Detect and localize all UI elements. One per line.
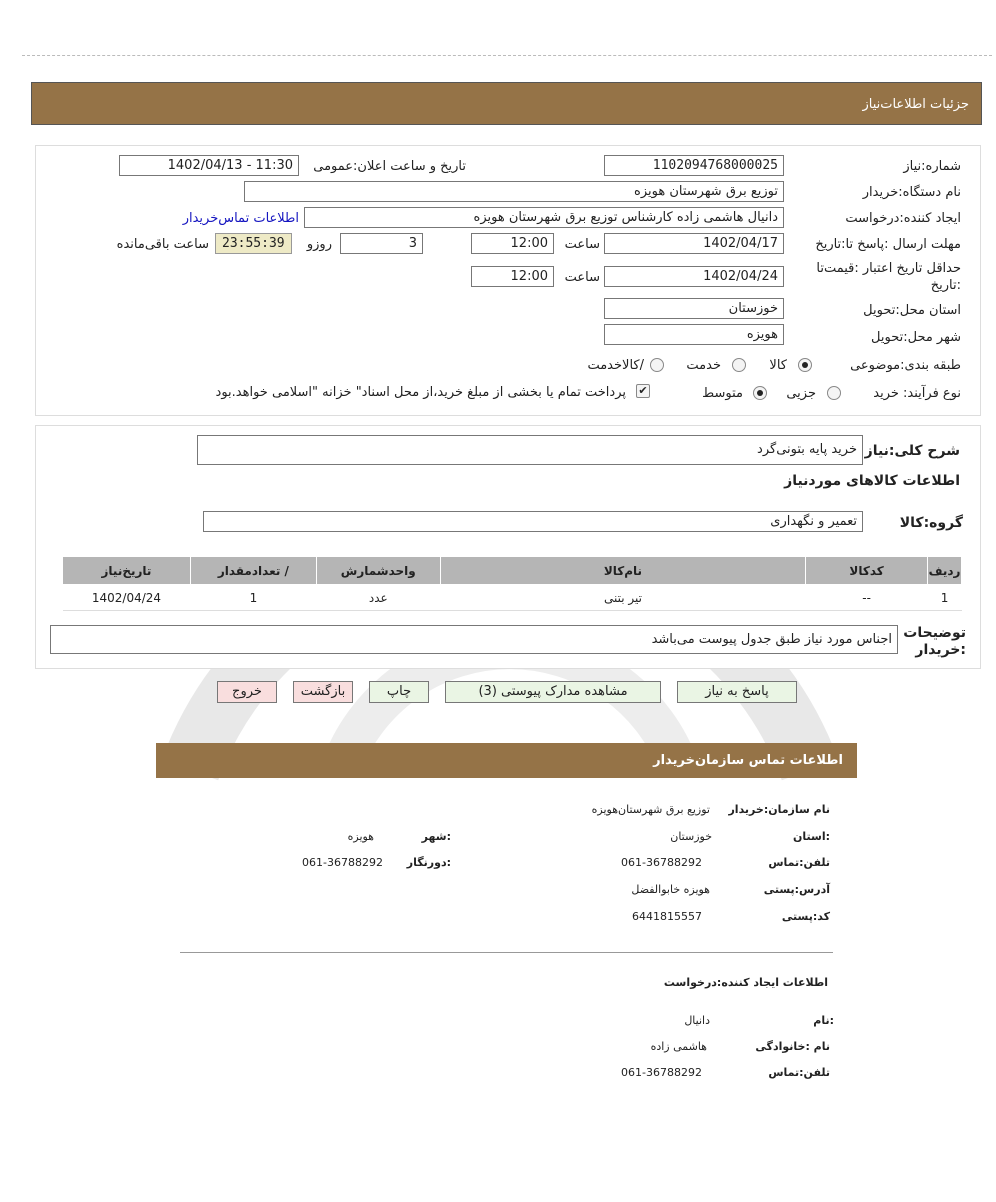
process-small-radio[interactable] (827, 386, 841, 400)
reply-button[interactable]: پاسخ به نیاز (677, 681, 797, 703)
category-mixed-label: /کالاخدمت (587, 358, 644, 373)
col-date: تاریخ‌نیاز (63, 557, 191, 585)
creator-family-value: هاشمی زاده (650, 1040, 707, 1053)
creator-phone-label: تلفن:تماس (768, 1066, 830, 1079)
buyer-label: نام دستگاه:خریدار (862, 185, 961, 200)
address-value: هویزه خابوالفضل (631, 883, 710, 896)
payment-note: پرداخت تمام یا بخشی از مبلغ خرید،از محل اسناد" خزانه "اسلامی خواهد.بود (215, 385, 626, 400)
category-service-radio[interactable] (732, 358, 746, 372)
creator-name-label: :نام (813, 1014, 834, 1027)
address-label: آدرس:پستی (763, 883, 830, 896)
contact-province-value: خوزستان (670, 830, 712, 843)
buyer-field: توزیع برق شهرستان هویزه (244, 181, 784, 202)
validity-time-label: ساعت (564, 270, 600, 285)
validity-label: حداقل تاریخ اعتبار :قیمت‌تا (816, 261, 961, 276)
top-divider (22, 55, 992, 56)
need-number-field: 1102094768000025 (604, 155, 784, 176)
view-documents-button[interactable]: مشاهده مدارک پیوستی (3) (445, 681, 661, 703)
announce-field: 1402/04/13 - 11:30 (119, 155, 299, 176)
cell-row: 1 (928, 585, 962, 611)
city-field: هویزه (604, 324, 784, 345)
col-qty: / تعدادمقدار (190, 557, 316, 585)
deadline-date-field: 1402/04/17 (604, 233, 784, 254)
creator-field: دانیال هاشمی زاده کارشناس توزیع برق شهرستان هویزه (304, 207, 784, 228)
page-header (31, 82, 982, 125)
print-button[interactable]: چاپ (369, 681, 429, 703)
process-small-label: جزیی (786, 386, 816, 401)
group-field: تعمیر و نگهداری (203, 511, 863, 532)
creator-family-label: نام :خانوادگی (755, 1040, 830, 1053)
contact-city-value: هویزه (347, 830, 374, 843)
contact-city-label: :شهر (421, 830, 451, 843)
process-medium-radio[interactable] (753, 386, 767, 400)
cell-unit: عدد (316, 585, 440, 611)
city-label: شهر محل:تحویل (871, 330, 961, 345)
table-header-row (63, 557, 962, 585)
process-medium-label: متوسط (702, 386, 743, 401)
province-label: استان محل:تحویل (863, 303, 961, 318)
summary-field: خرید پایه بتونی‌گرد (197, 435, 863, 465)
creator-label: ایجاد کننده:درخواست (845, 211, 961, 226)
need-number-label: شماره:نیاز (903, 159, 961, 174)
notes-field: اجناس مورد نیاز طبق جدول پیوست می‌باشد (50, 625, 898, 654)
back-button[interactable]: بازگشت (293, 681, 353, 703)
phone-value: 061-36788292 (621, 856, 702, 869)
contact-title: اطلاعات تماس سازمان‌خریدار (653, 753, 843, 768)
category-label: طبقه بندی:موضوعی (850, 358, 961, 373)
creator-phone-value: 061-36788292 (621, 1066, 702, 1079)
group-label: گروه:کالا (899, 515, 963, 531)
summary-label: شرح کلی:نیاز (864, 443, 960, 459)
notes-label: توضیحات (903, 625, 966, 641)
org-label: نام سازمان:خریدار (728, 803, 830, 816)
province-field: خوزستان (604, 298, 784, 319)
process-label: نوع فرآیند: خرید (873, 386, 961, 401)
col-name: نام‌کالا (440, 557, 805, 585)
phone-label: تلفن:تماس (768, 856, 830, 869)
cell-qty: 1 (190, 585, 316, 611)
section-divider (180, 952, 833, 953)
deadline-time-field: 12:00 (471, 233, 554, 254)
validity-time-field: 12:00 (471, 266, 554, 287)
deadline-label: مهلت ارسال :پاسخ تا:تاریخ (815, 237, 961, 252)
org-value: توزیع برق شهرستان‌هویزه (591, 803, 710, 816)
page-title: جزئیات اطلاعات‌نیاز (862, 97, 969, 112)
goods-table (62, 556, 962, 611)
category-service-label: خدمت (686, 358, 721, 373)
table-row (63, 585, 962, 611)
col-code: کدکالا (806, 557, 928, 585)
postal-value: 6441815557 (632, 910, 702, 923)
announce-label: تاریخ و ساعت اعلان:عمومی (313, 159, 466, 174)
exit-button[interactable]: خروج (217, 681, 277, 703)
fax-value: 061-36788292 (302, 856, 383, 869)
col-row: ردیف (928, 557, 962, 585)
payment-checkbox[interactable]: ✔ (636, 384, 650, 398)
creator-name-value: دانیال (684, 1014, 710, 1027)
fax-label: :دورنگار (406, 856, 451, 869)
col-unit: واحدشمارش (316, 557, 440, 585)
category-mixed-radio[interactable] (650, 358, 664, 372)
deadline-time-label: ساعت (564, 237, 600, 252)
cell-date: 1402/04/24 (63, 585, 191, 611)
validity-date-field: 1402/04/24 (604, 266, 784, 287)
cell-code: -- (806, 585, 928, 611)
cell-name: تیر بتنی (440, 585, 805, 611)
validity-label-2: :تاریخ (930, 278, 961, 293)
days-label: روزو (306, 237, 332, 252)
goods-section-title: اطلاعات کالاهای موردنیاز (784, 473, 960, 489)
notes-label-2: :خریدار (915, 642, 966, 658)
remaining-label: ساعت باقی‌مانده (116, 237, 209, 252)
remaining-timer: 23:55:39 (215, 233, 292, 254)
category-goods-radio[interactable] (798, 358, 812, 372)
contact-province-label: :استان (793, 830, 830, 843)
buyer-contact-link[interactable]: اطلاعات تماس‌خریدار (182, 211, 299, 226)
contact-header (156, 743, 857, 778)
category-goods-label: کالا (769, 358, 787, 373)
postal-label: کد:پستی (781, 910, 830, 923)
creator-title: اطلاعات ایجاد کننده:درخواست (663, 976, 828, 989)
days-field: 3 (340, 233, 423, 254)
